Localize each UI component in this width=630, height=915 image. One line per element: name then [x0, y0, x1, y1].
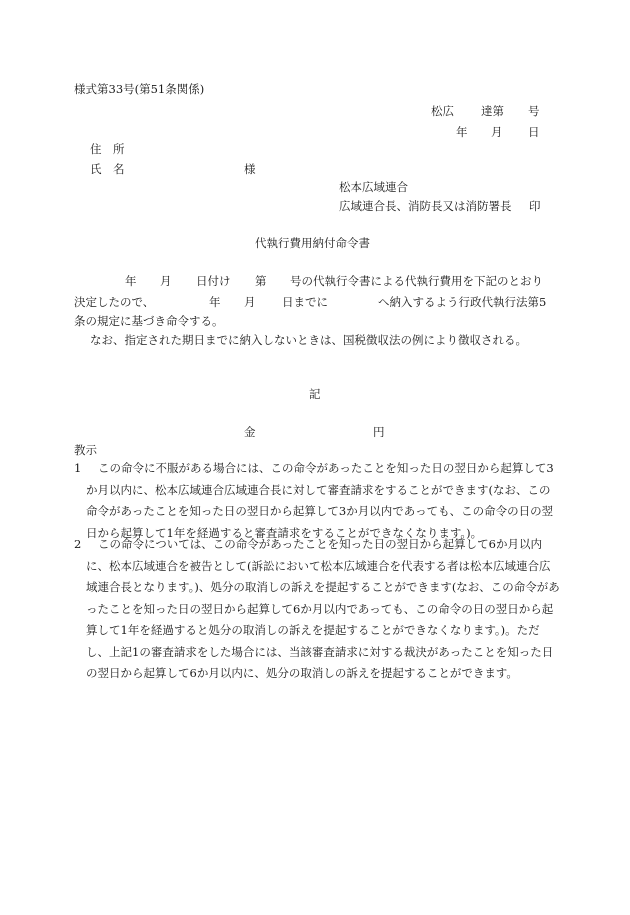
- issuer-seal: 印: [529, 199, 541, 213]
- doc-number-mid: 達第: [481, 104, 504, 118]
- name-label: 氏 名: [90, 162, 125, 176]
- amount-unit: 円: [373, 425, 385, 439]
- form-label: 様式第33号(第51条関係): [74, 82, 205, 96]
- address-label: 住 所: [90, 142, 125, 156]
- ki-label: 記: [309, 387, 321, 401]
- body-line-2-text: へ納入するよう行政代執行法第5: [378, 295, 547, 309]
- body-until: 日までに: [282, 295, 328, 309]
- instruction-text: この命令については、この命令があったことを知った日の翌日から起算して6か月以内に、松本広域連合を被告として(訴訟において松本広域連合を代表する者は松本広域連合広域連合長となります。)、処分の取消しの訴えを提起することができます(なお、この命令があったことを知った日の翌日から起算して6か月以内であっても、この命令の日の翌日から起算して1年を経過すると処分の取消しの訴えを提起することができなくなります。)。ただし、上記1の審査請求をした場合には、当該審査請求に対する裁決があったことを知った日の翌日から起算して6か月以内に、処分の取消しの訴えを提起することができます。: [86, 537, 560, 680]
- instruction-number: 2: [74, 537, 82, 551]
- body-year-2: 年: [209, 295, 221, 309]
- body-year-1: 年: [125, 274, 137, 288]
- body-month-2: 月: [244, 295, 256, 309]
- body-line-2-start: 決定したので、: [74, 295, 155, 309]
- document-title: 代執行費用納付命令書: [255, 236, 370, 250]
- instruction-text: この命令に不服がある場合には、この命令があったことを知った日の翌日から起算して3か月以内に、松本広域連合広域連合長に対して審査請求をすることができます(なお、この命令があったことを知った日の翌日から起算して3か月以内であっても、この命令の日の翌日から起算して1年を経過すると審査請求をすることができなくなります。)。: [86, 461, 554, 540]
- instruction-item: [74, 534, 560, 685]
- date-year: 年: [456, 125, 468, 139]
- instruction-title: 教示: [74, 443, 97, 457]
- issuer-org: 松本広域連合: [339, 180, 408, 194]
- doc-number-prefix: 松広: [431, 104, 454, 118]
- body-no-prefix: 第: [255, 274, 267, 288]
- honorific: 様: [244, 162, 256, 176]
- body-month-1: 月: [160, 274, 172, 288]
- issuer-title: 広域連合長、消防長又は消防署長: [339, 199, 512, 213]
- amount-label: 金: [244, 425, 256, 439]
- date-month: 月: [491, 125, 503, 139]
- date-day: 日: [528, 125, 540, 139]
- instruction-item: [74, 458, 560, 544]
- body-line-1-text: 号の代執行令書による代執行費用を下記のとおり: [290, 274, 543, 288]
- doc-number-suffix: 号: [528, 104, 540, 118]
- body-line-3: 条の規定に基づき命令する。: [74, 314, 224, 328]
- body-day-attached: 日付け: [196, 274, 231, 288]
- instruction-number: 1: [74, 461, 82, 475]
- body-line-4: なお、指定された期日までに納入しないときは、国税徴収法の例により徴収される。: [90, 333, 527, 347]
